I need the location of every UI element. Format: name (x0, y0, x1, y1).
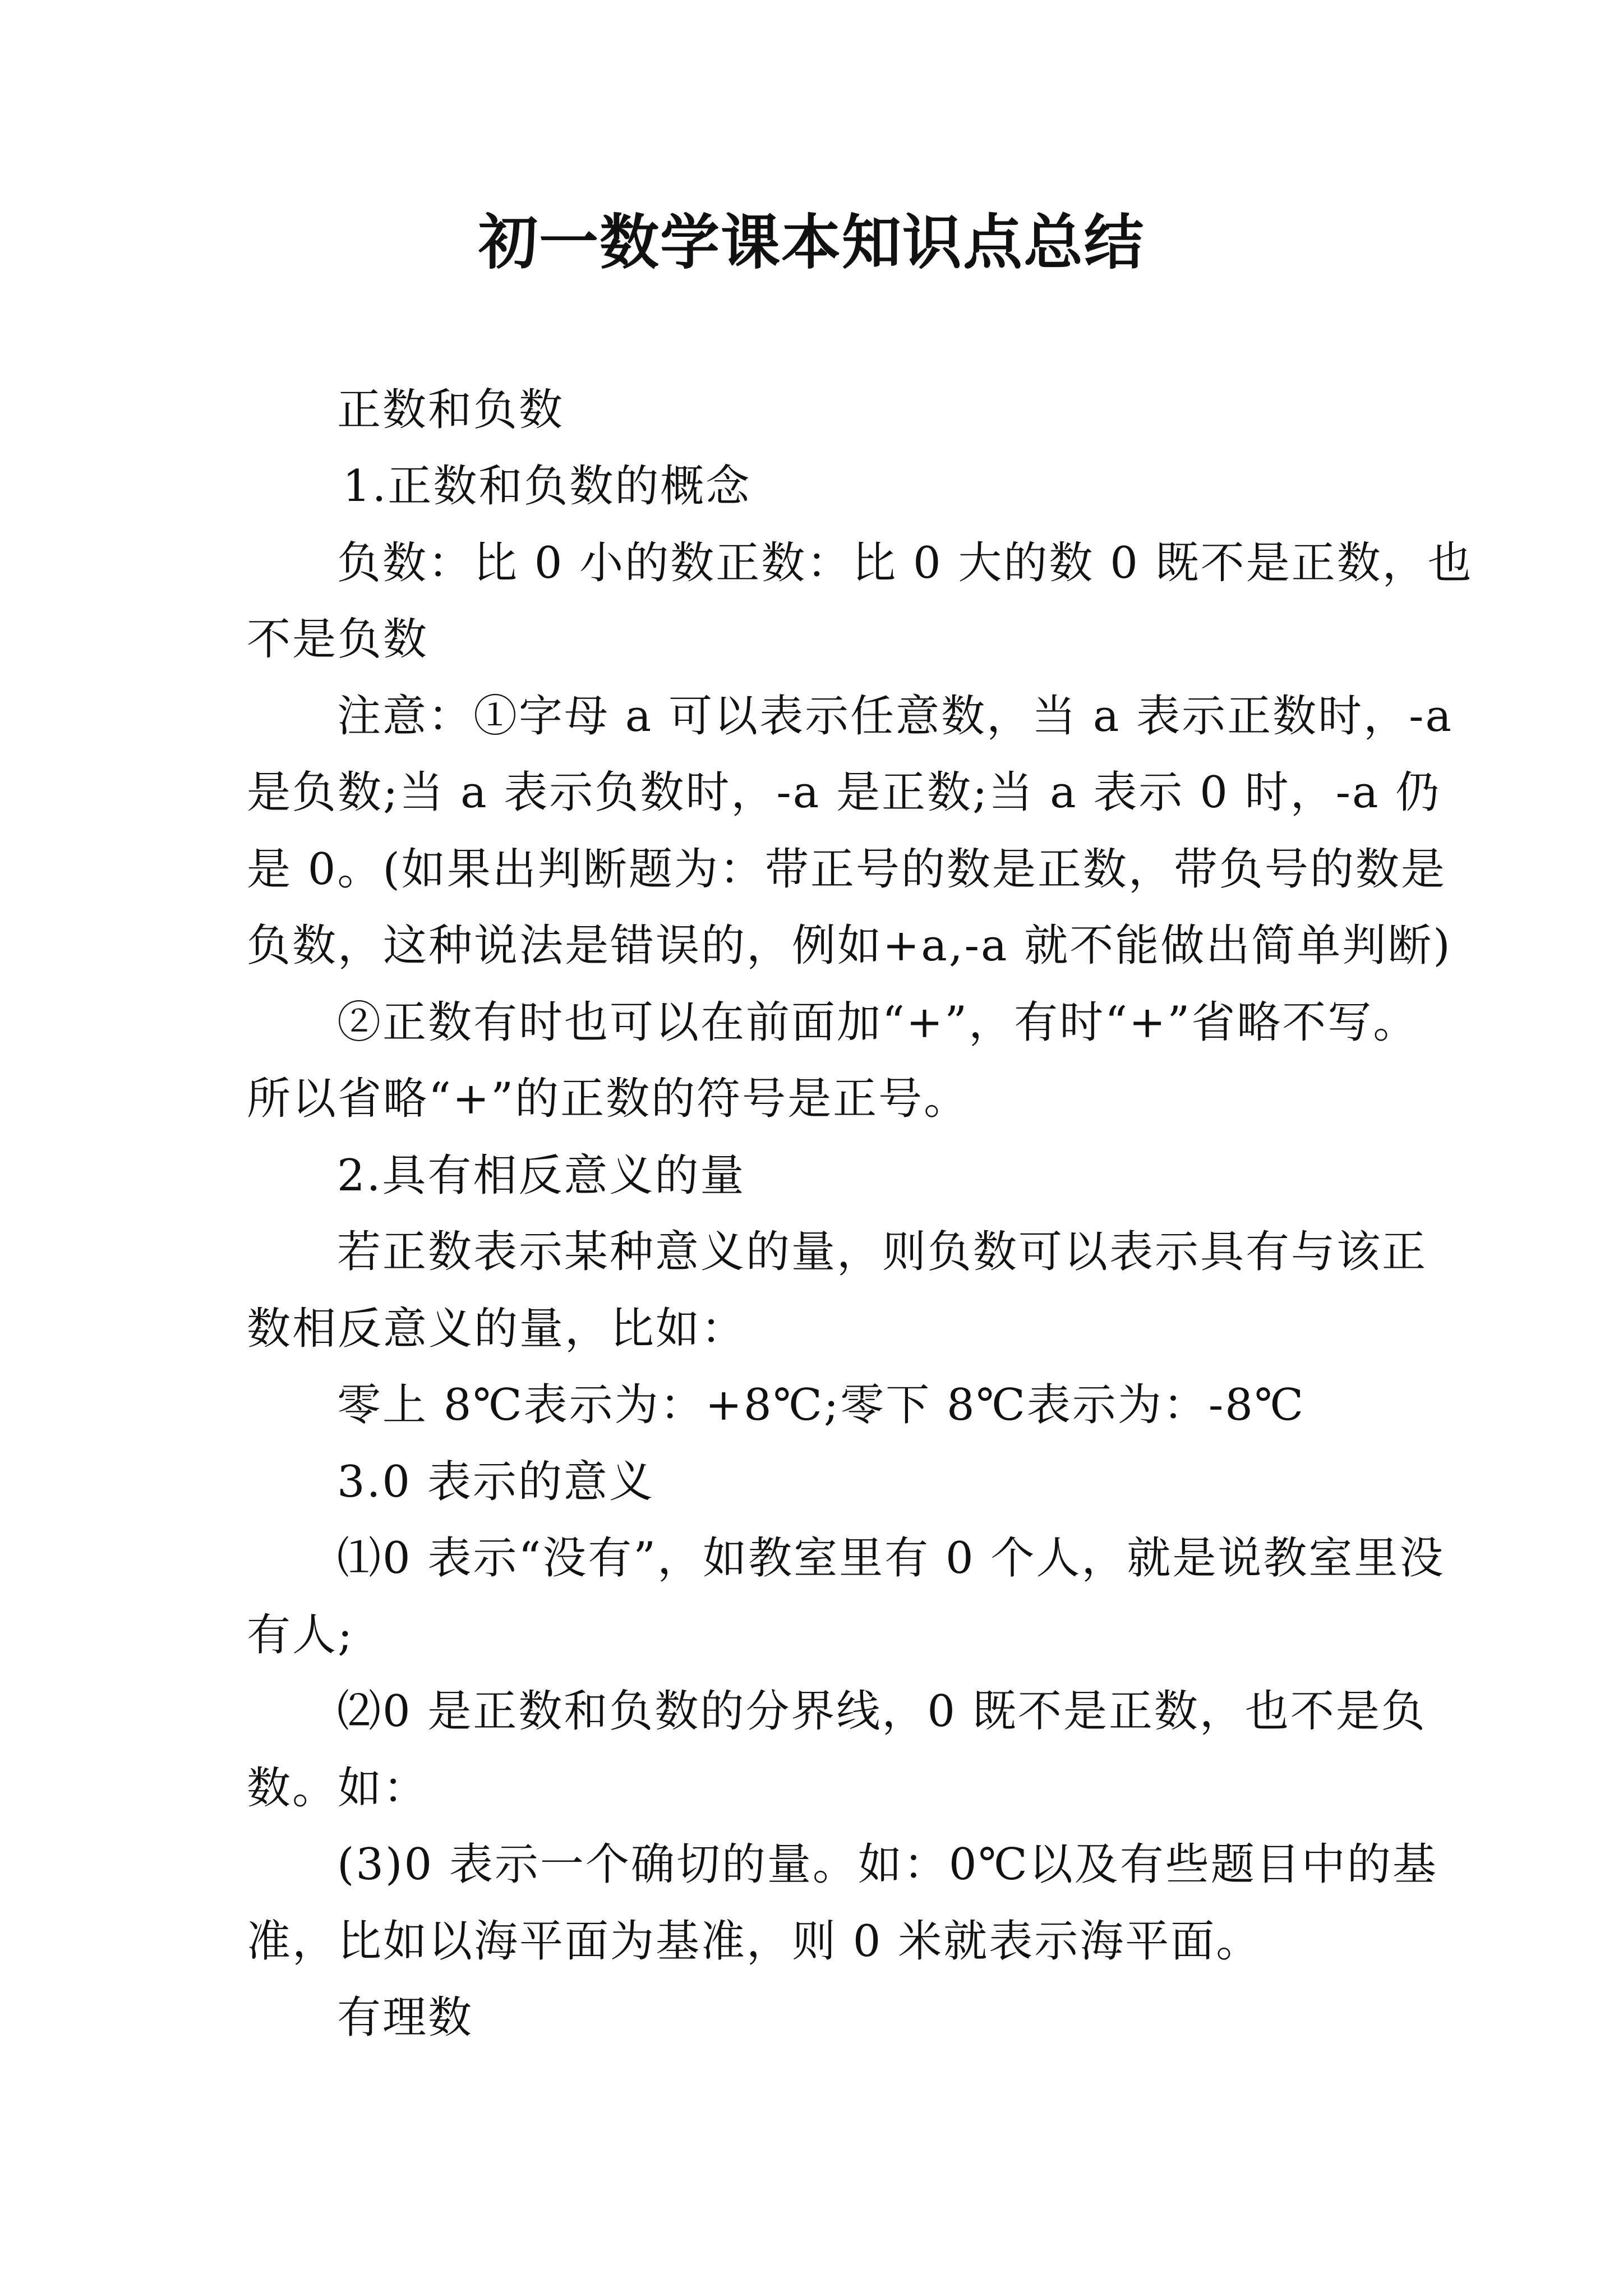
document-title: 初一数学课本知识点总结 (478, 207, 1145, 277)
subheading-meaning-of-zero: 3.0 表示的意义 (337, 1457, 654, 1507)
paragraph-line: 负数，这种说法是错误的，例如+a,-a 就不能做出简单判断) (247, 921, 1452, 971)
paragraph-line: 零上 8℃表示为：+8℃;零下 8℃表示为：-8℃ (337, 1380, 1306, 1430)
subheading-opposite-quantities: 2.具有相反意义的量 (337, 1151, 746, 1201)
paragraph-line: 数。如： (247, 1763, 429, 1814)
paragraph-line: (3)0 表示一个确切的量。如：0℃以及有些题目中的基 (337, 1839, 1438, 1890)
section-heading-positive-negative: 正数和负数 (337, 385, 565, 435)
paragraph-line: 是负数;当 a 表示负数时，-a 是正数;当 a 表示 0 时，-a 仍 (247, 767, 1441, 818)
paragraph-line: 有人; (247, 1610, 354, 1660)
paragraph-line: 数相反意义的量，比如： (247, 1304, 747, 1354)
paragraph-line: 注意：①字母 a 可以表示任意数，当 a 表示正数时，-a (337, 691, 1454, 742)
paragraph-line: 准，比如以海平面为基准，则 0 米就表示海平面。 (247, 1916, 1262, 1967)
paragraph-line: 不是负数 (247, 614, 429, 665)
paragraph-line: ⑴0 表示“没有”，如教室里有 0 个人，就是说教室里没 (337, 1533, 1445, 1584)
subheading-concept: 1.正数和负数的概念 (343, 461, 751, 512)
paragraph-line: 负数：比 0 小的数正数：比 0 大的数 0 既不是正数，也 (337, 538, 1473, 588)
paragraph-line: 是 0。(如果出判断题为：带正号的数是正数，带负号的数是 (247, 844, 1446, 895)
paragraph-line: 若正数表示某种意义的量，则负数可以表示具有与该正 (337, 1227, 1428, 1277)
paragraph-line: ⑵0 是正数和负数的分界线，0 既不是正数，也不是负 (337, 1686, 1427, 1737)
paragraph-line: ②正数有时也可以在前面加“+”，有时“+”省略不写。 (337, 997, 1419, 1048)
paragraph-line: 所以省略“+”的正数的符号是正号。 (247, 1074, 970, 1124)
section-heading-rational-numbers: 有理数 (337, 1993, 474, 2043)
